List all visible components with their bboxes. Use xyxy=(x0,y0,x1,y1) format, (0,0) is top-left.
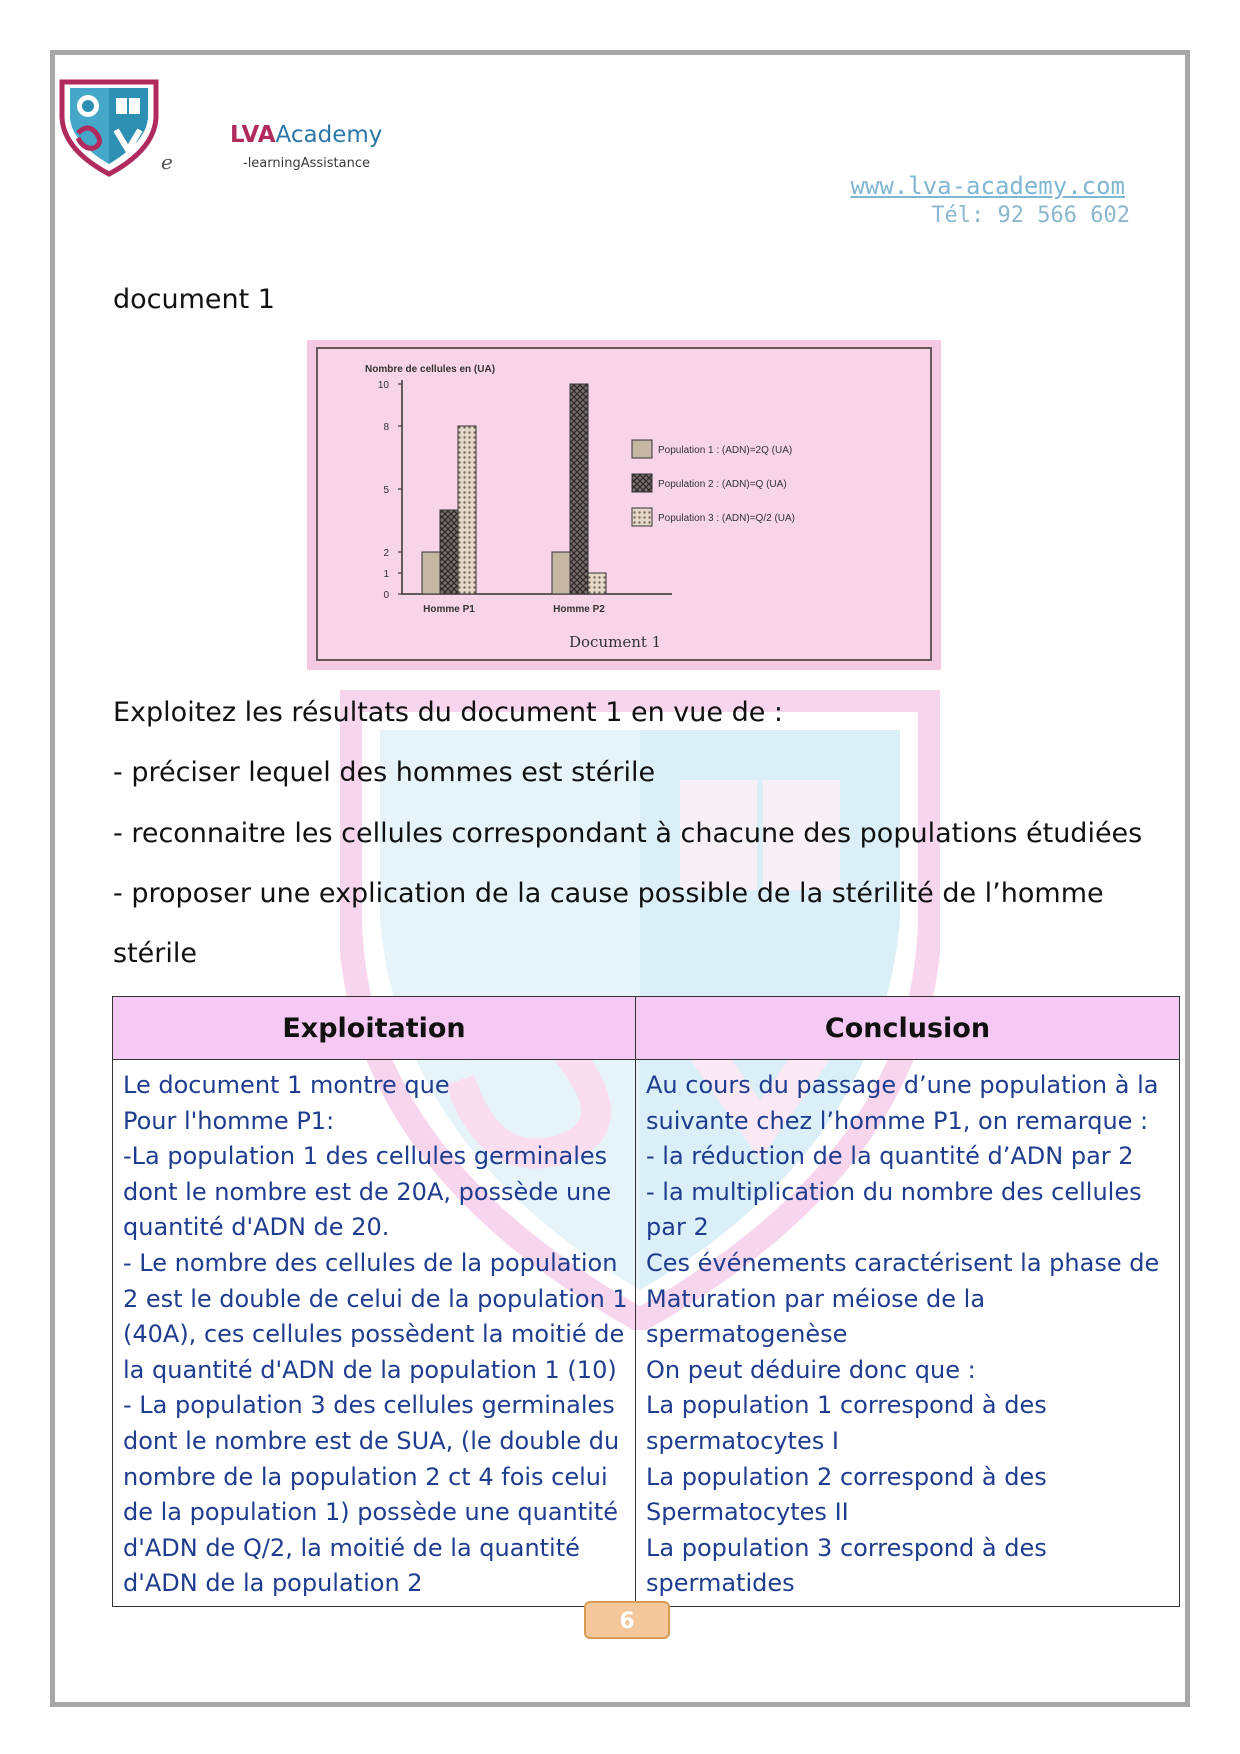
exploitation-line: dont le nombre est de 20A, possède une xyxy=(123,1177,612,1206)
conclusion-line: spermatocytes I xyxy=(646,1426,839,1455)
document-figure xyxy=(307,340,941,670)
exploitation-line: Pour l'homme P1: xyxy=(123,1106,335,1135)
bar xyxy=(440,510,458,594)
brand-academy: Academy xyxy=(275,122,383,148)
instruction-item-2: - reconnaitre les cellules correspondant à chacune des populations étudiées xyxy=(113,818,1143,849)
conclusion-line: par 2 xyxy=(646,1213,709,1242)
bar xyxy=(458,426,476,594)
brand-name xyxy=(230,122,382,148)
y-tick-label: 5 xyxy=(383,485,389,496)
y-tick-label: 0 xyxy=(383,590,389,601)
figure-caption: Document 1 xyxy=(569,633,662,651)
conclusion-line: La population 3 correspond à des xyxy=(646,1533,1047,1562)
conclusion-line: spermatides xyxy=(646,1569,795,1598)
exploitation-line: 2 est le double de celui de la population 1 xyxy=(123,1284,628,1313)
bar xyxy=(588,573,606,594)
phone-number: Tél: 92 566 602 xyxy=(931,203,1130,228)
exploitation-line: Le document 1 montre que xyxy=(123,1071,450,1099)
conclusion-line: La population 1 correspond à des xyxy=(646,1391,1047,1420)
legend-swatch xyxy=(632,508,652,526)
bar-chart xyxy=(307,340,941,670)
exploitation-line: (40A), ces cellules possèdent la moitié de xyxy=(123,1320,625,1349)
conclusion-line: Au cours du passage d’une population à la xyxy=(646,1071,1159,1099)
exploitation-cell xyxy=(113,1060,636,1607)
y-tick-label: 8 xyxy=(383,422,389,433)
conclusion-line: Spermatocytes II xyxy=(646,1498,849,1527)
conclusion-line: suivante chez l’homme P1, on remarque : xyxy=(646,1106,1149,1135)
exploitation-line: - La population 3 des cellules germinales xyxy=(123,1391,615,1420)
exploitation-line: la quantité d'ADN de la population 1 (10) xyxy=(123,1355,617,1384)
conclusion-line: La population 2 correspond à des xyxy=(646,1462,1047,1491)
legend-label: Population 3 : (ADN)=Q/2 (UA) xyxy=(658,513,795,524)
instruction-item-1: - préciser lequel des hommes est stérile xyxy=(113,757,656,788)
x-category-label: Homme P1 xyxy=(423,604,475,615)
legend-label: Population 1 : (ADN)=2Q (UA) xyxy=(658,445,793,456)
instruction-item-3-cont: stérile xyxy=(113,938,197,969)
y-tick-label: 2 xyxy=(383,548,389,559)
conclusion-line: spermatogenèse xyxy=(646,1320,848,1349)
exploitation-line: quantité d'ADN de 20. xyxy=(123,1213,390,1242)
brand-tagline: -learningAssistance xyxy=(243,156,370,171)
instruction-intro: Exploitez les résultats du document 1 en vue de : xyxy=(113,697,784,728)
bar xyxy=(552,552,570,594)
website-link[interactable]: www.lva-academy.com xyxy=(850,172,1125,200)
y-tick-label: 1 xyxy=(383,569,389,580)
legend-swatch xyxy=(632,440,652,458)
logo-e-letter: e xyxy=(161,150,173,174)
exploitation-line: -La population 1 des cellules germinales xyxy=(123,1142,608,1171)
y-tick-label: 10 xyxy=(377,380,389,391)
conclusion-line: - la multiplication du nombre des cellules xyxy=(646,1177,1142,1206)
header-conclusion: Conclusion xyxy=(636,997,1180,1060)
exploitation-line: - Le nombre des cellules de la population xyxy=(123,1248,618,1277)
exploitation-line: d'ADN de la population 2 xyxy=(123,1569,423,1598)
exploitation-line: d'ADN de Q/2, la moitié de la quantité xyxy=(123,1533,580,1562)
conclusion-line: Ces événements caractérisent la phase de xyxy=(646,1248,1160,1277)
document-label: document 1 xyxy=(113,284,275,315)
exploitation-line: nombre de la population 2 ct 4 fois celui xyxy=(123,1462,608,1491)
figure-inner-frame xyxy=(317,348,931,660)
header-exploitation: Exploitation xyxy=(113,997,636,1060)
bar xyxy=(570,384,588,594)
x-category-label: Homme P2 xyxy=(553,604,605,615)
exploitation-conclusion-table xyxy=(112,996,1180,1607)
conclusion-line: On peut déduire donc que : xyxy=(646,1355,976,1384)
legend-label: Population 2 : (ADN)=Q (UA) xyxy=(658,479,787,490)
chart-ylabel: Nombre de cellules en (UA) xyxy=(365,364,496,375)
bar xyxy=(422,552,440,594)
lva-shield-logo xyxy=(56,78,166,178)
brand-lva: LVA xyxy=(230,122,276,148)
page-number: 6 xyxy=(584,1601,670,1639)
exploitation-line: dont le nombre est de SUA, (le double du xyxy=(123,1426,620,1455)
legend-swatch xyxy=(632,474,652,492)
exploitation-line: de la population 1) possède une quantité xyxy=(123,1498,618,1527)
instruction-item-3: - proposer une explication de la cause possible de la stérilité de l’homme xyxy=(113,878,1104,909)
conclusion-line: - la réduction de la quantité d’ADN par 2 xyxy=(646,1142,1134,1171)
conclusion-cell xyxy=(636,1060,1180,1607)
conclusion-line: Maturation par méiose de la xyxy=(646,1284,986,1313)
